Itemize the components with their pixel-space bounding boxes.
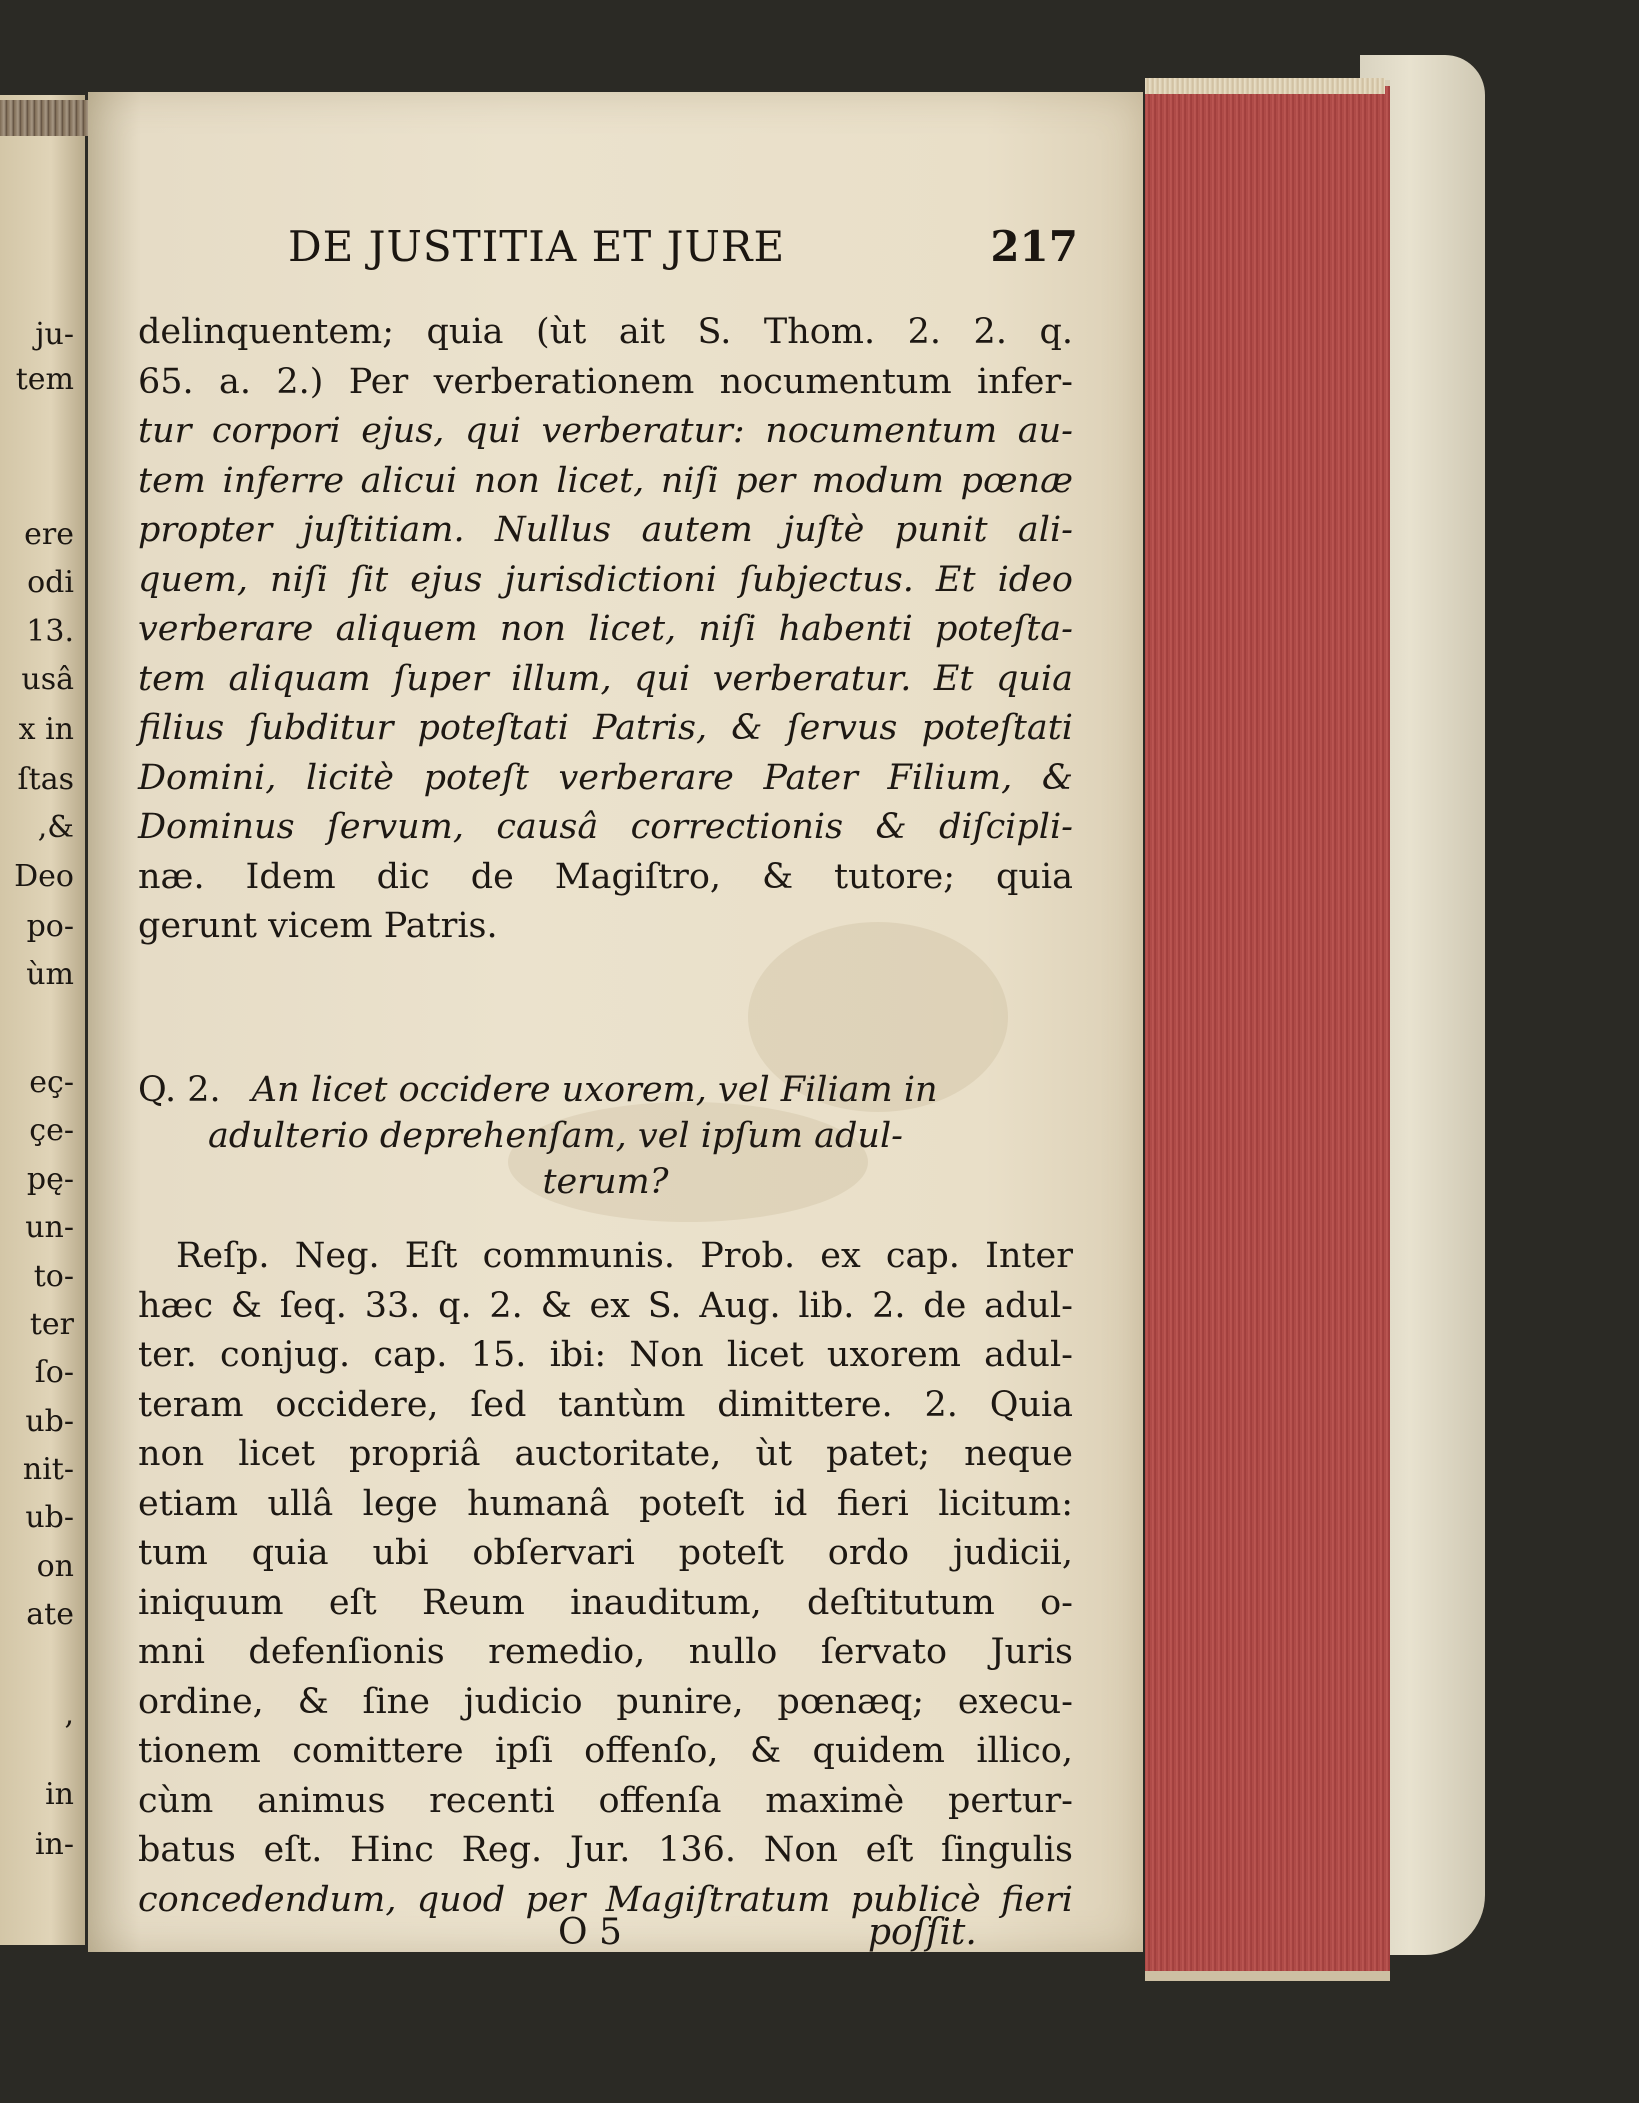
left-fragment: ter: [29, 1307, 74, 1342]
left-fragment: usâ: [21, 662, 74, 697]
question-number: Q. 2.: [138, 1070, 221, 1110]
left-fragment: ub-: [25, 1404, 74, 1439]
left-fragment: ju-: [35, 317, 74, 352]
left-fragment: ere: [24, 517, 74, 552]
text-line: tem aliquam ſuper illum, qui verberatur. Et quia: [138, 658, 1073, 699]
book-page: [88, 92, 1143, 1952]
left-fragment: un-: [25, 1210, 74, 1245]
left-fragment: 13.: [26, 614, 74, 649]
text-line: Reſp. Neg. Eſt communis. Prob. ex cap. Inter: [176, 1236, 1073, 1276]
catchword: poſſit.: [868, 1912, 977, 1953]
left-fragment: ſo-: [34, 1355, 74, 1390]
question-line: adulterio deprehenſam, vel ipſum adul-: [208, 1116, 903, 1156]
text-line: quem, niſi ſit ejus jurisdictioni ſubjectus. Et ideo: [138, 559, 1073, 600]
signature-mark: O 5: [558, 1912, 622, 1953]
text-line: tum quia ubi obſervari poteſt ordo judicii,: [138, 1533, 1073, 1573]
left-fragment: on: [36, 1549, 74, 1584]
question-line: [138, 1067, 1073, 1113]
text-line: gerunt vicem Patris.: [138, 906, 498, 946]
answer-paragraph: [138, 1232, 1073, 1925]
left-fragment: odi: [27, 565, 74, 600]
left-fragment: po-: [26, 909, 74, 944]
left-fragment: ſtas: [17, 762, 74, 797]
paragraph-continued: [138, 308, 1073, 952]
left-fragment: eç-: [29, 1065, 74, 1100]
text-line: tur corpori ejus, qui verberatur: nocumentum au-: [138, 411, 1073, 451]
text-line: ter. conjug. cap. 15. ibi: Non licet uxorem adul-: [138, 1335, 1073, 1375]
text-line: etiam ullâ lege humanâ poteſt id fieri licitum:: [138, 1483, 1073, 1524]
red-page-edges: [1145, 80, 1390, 1981]
text-line: ordine, & ſine judicio punire, pœnæq; execu-: [138, 1681, 1073, 1722]
left-fragment: ,: [64, 1697, 74, 1732]
text-line: iniquum eſt Reum inauditum, deſtitutum o-: [138, 1582, 1073, 1623]
left-fragment: nit-: [22, 1452, 74, 1487]
text-line: filius ſubditur poteſtati Patris, & ſervus poteſtati: [138, 708, 1073, 748]
page-number: 217: [990, 222, 1078, 271]
left-fragment: ate: [26, 1597, 74, 1632]
left-fragment: pę-: [26, 1162, 74, 1197]
text-line: cùm animus recenti offenſa maximè pertur-: [138, 1780, 1073, 1821]
running-title: DE JUSTITIA ET JURE: [288, 222, 786, 271]
text-line: verberare aliquem non licet, niſi habenti poteſta-: [138, 609, 1073, 649]
left-fragment: Deo: [14, 859, 74, 894]
text-line: concedendum, quod per Magiſtratum publicè fieri: [138, 1879, 1073, 1920]
left-fragment: ùm: [26, 957, 74, 992]
text-line: tionem comittere ipſi offenſo, & quidem illico,: [138, 1731, 1073, 1771]
text-line: Domini, licitè poteſt verberare Pater Filium, &: [138, 757, 1073, 798]
text-line: tem inferre alicui non licet, niſi per modum pœnæ: [138, 460, 1073, 501]
text-line: non licet propriâ auctoritate, ùt patet; neque: [138, 1434, 1073, 1474]
left-fragment: in-: [34, 1827, 74, 1862]
question-heading: [138, 1067, 1073, 1205]
left-fragment: x in: [18, 712, 74, 747]
question-line: terum?: [542, 1162, 669, 1202]
text-line: mni defenſionis remedio, nullo ſervato Juris: [138, 1632, 1073, 1672]
page-header: [288, 222, 1078, 282]
text-line: næ. Idem dic de Magiſtro, & tutore; quia: [138, 856, 1073, 897]
text-line: propter juſtitiam. Nullus autem juſtè punit ali-: [138, 510, 1073, 550]
left-fragment: ,&: [37, 810, 74, 845]
left-fragment: çe-: [29, 1113, 74, 1148]
text-line: teram occidere, ſed tantùm dimittere. 2. Quia: [138, 1384, 1073, 1425]
text-line: delinquentem; quia (ùt ait S. Thom. 2. 2. q.: [138, 312, 1073, 352]
text-line: Dominus ſervum, causâ correctionis & diſcipli-: [138, 807, 1073, 847]
left-fragment: ub-: [25, 1500, 74, 1535]
text-line: batus eſt. Hinc Reg. Jur. 136. Non eſt ſingulis: [138, 1830, 1073, 1870]
left-fragment: in: [45, 1777, 74, 1812]
left-fragment: tem: [15, 362, 74, 397]
text-line: hæc & ſeq. 33. q. 2. & ex S. Aug. lib. 2. de adul-: [138, 1285, 1073, 1326]
page-edges-top: [1145, 78, 1385, 94]
text-line: 65. a. 2.) Per verberationem nocumentum infer-: [138, 361, 1073, 402]
question-text: An licet occidere uxorem, vel Filiam in: [251, 1070, 938, 1110]
left-fragment: to-: [33, 1259, 74, 1294]
left-page-fragment: [0, 120, 82, 1950]
